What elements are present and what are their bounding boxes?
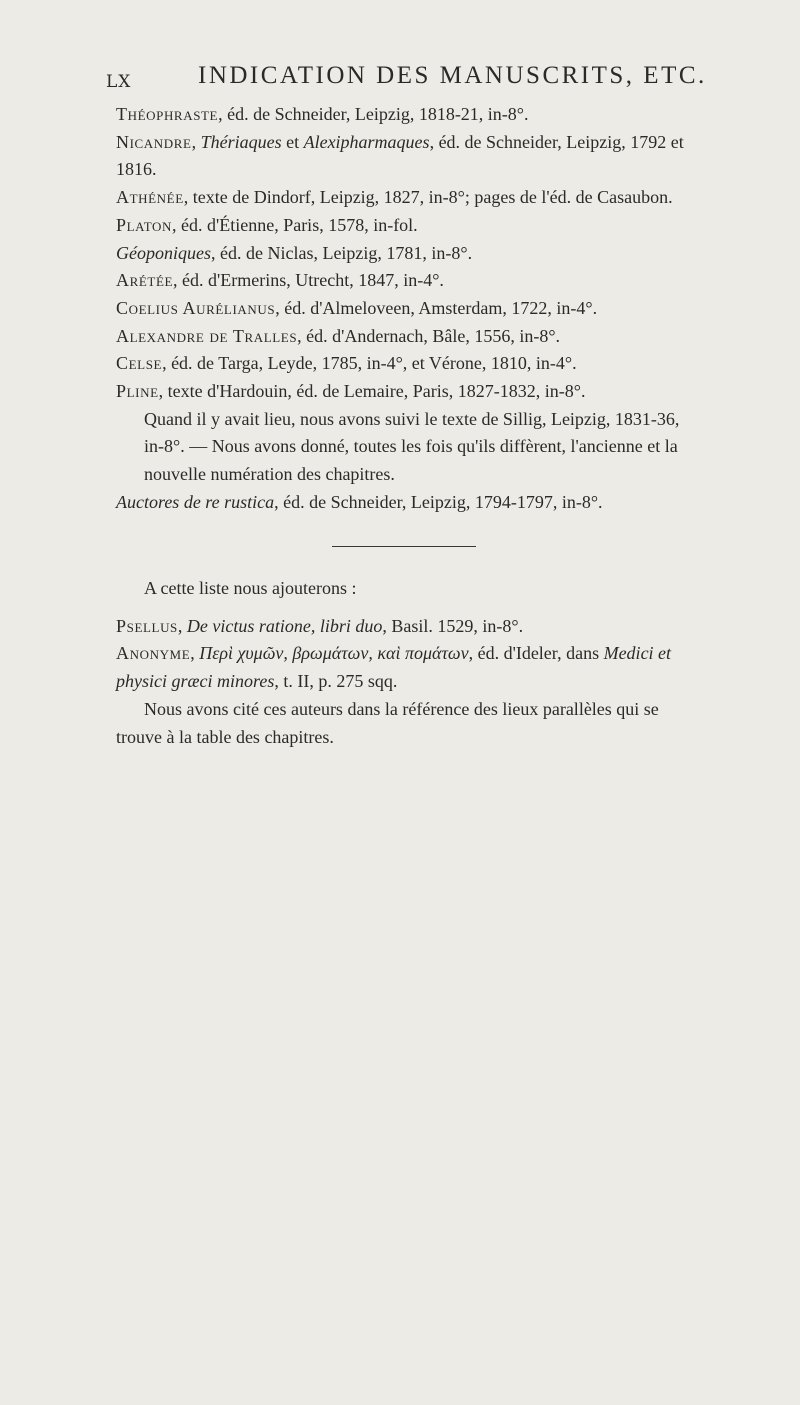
- separator-rule: [332, 546, 476, 547]
- entry-work: De victus ratione, libri duo: [186, 615, 383, 636]
- entry-author: Pline: [116, 381, 159, 402]
- entry-details: , éd. d'Ermerins, Utrecht, 1847, in-4°.: [173, 270, 444, 291]
- entry-details: , éd. de Targa, Leyde, 1785, in-4°, et Vérone, 1810, in-4°.: [162, 353, 577, 374]
- entry-details: , texte de Dindorf, Leipzig, 1827, in-8°; pages de l'éd. de Casaubon.: [183, 187, 673, 208]
- entry-author: Psellus: [116, 615, 178, 636]
- entry-work-2: Alexipharmaques: [303, 131, 430, 152]
- addenda-section: [116, 575, 691, 751]
- folio: LX: [106, 72, 132, 92]
- entry-coelius: [116, 295, 691, 323]
- entry-aretee: [116, 267, 691, 295]
- entry-alexandre: [116, 323, 691, 351]
- entry-details: , éd. de Schneider, Leipzig, 1792 et 1816.: [116, 131, 684, 180]
- entry-greek-title: Περὶ χυμῶν, βρωμάτων, καὶ πομάτων: [199, 643, 469, 664]
- entry-details: , éd. de Schneider, Leipzig, 1818-21, in-8°.: [218, 104, 529, 124]
- entry-work: Auctores de re rustica: [116, 491, 275, 512]
- manuscript-list: [116, 101, 691, 517]
- entry-author: Nicandre: [116, 131, 192, 152]
- entry-celse: [116, 350, 691, 378]
- entry-work: Thériaques: [200, 131, 282, 152]
- entry-note: Quand il y avait lieu, nous avons suivi le texte de Sillig, Leipzig, 1831-36, in-8°. — Nous avons donné, toutes les fois qu'ils diffèrent, l'ancienne et la nouvelle numération des chapitres.: [144, 408, 680, 485]
- entry-details: , éd. de Niclas, Leipzig, 1781, in-8°.: [210, 242, 473, 263]
- entry-details: , Basil. 1529, in-8°.: [382, 615, 524, 636]
- entry-work: Géoponiques: [116, 242, 211, 263]
- addenda-intro: A cette liste nous ajouterons :: [144, 578, 357, 598]
- entry-details: , éd. d'Andernach, Bâle, 1556, in-8°.: [297, 325, 561, 346]
- entry-psellus: Psellus, De victus ratione, libri duo, Basil. 1529, in-8°.: [116, 615, 524, 636]
- entry-author: Athénée: [116, 187, 184, 208]
- entry-auctores: [116, 489, 691, 517]
- entry-author: Coelius Aurélianus: [116, 297, 276, 318]
- entry-details: , éd. d'Étienne, Paris, 1578, in-fol.: [171, 214, 418, 235]
- entry-pline-note: [116, 406, 691, 489]
- entry-geoponiques: [116, 240, 691, 268]
- entry-author: Arétée: [116, 270, 174, 291]
- entry-author: Alexandre de Tralles: [116, 325, 298, 346]
- entry-author: Anonyme: [116, 643, 191, 664]
- entry-details: , éd. d'Almeloveen, Amsterdam, 1722, in-4°.: [275, 297, 598, 318]
- closing-note: Nous avons cité ces auteurs dans la référence des lieux parallèles qui se trouve à la table des chapitres.: [116, 698, 659, 747]
- page-header: [106, 62, 716, 96]
- entry-anonyme: Anonyme, Περὶ χυμῶν, βρωμάτων, καὶ πομάτων, éd. d'Ideler, dans Medici et physici græci minores, t. II, p. 275 sqq.: [116, 643, 672, 692]
- entry-details: , texte d'Hardouin, éd. de Lemaire, Paris, 1827-1832, in-8°.: [158, 381, 586, 402]
- entry-nicandre: Nicandre, Thériaques et Alexipharmaques, éd. de Schneider, Leipzig, 1792 et 1816.: [116, 131, 684, 180]
- entry-theophraste: [116, 101, 691, 129]
- running-title: INDICATION DES MANUSCRITS, ETC.: [198, 62, 707, 89]
- entry-author: Théophraste: [116, 104, 219, 124]
- entry-details: , éd. de Schneider, Leipzig, 1794-1797, in-8°.: [274, 491, 603, 512]
- entry-author: Celse: [116, 353, 163, 374]
- entry-athenee: [116, 184, 691, 212]
- entry-pline: [116, 378, 691, 406]
- entry-author: Platon: [116, 214, 172, 235]
- entry-details: , t. II, p. 275 sqq.: [274, 671, 398, 692]
- entry-platon: [116, 212, 691, 240]
- entry-collection: Medici et physici græci minores: [116, 643, 672, 692]
